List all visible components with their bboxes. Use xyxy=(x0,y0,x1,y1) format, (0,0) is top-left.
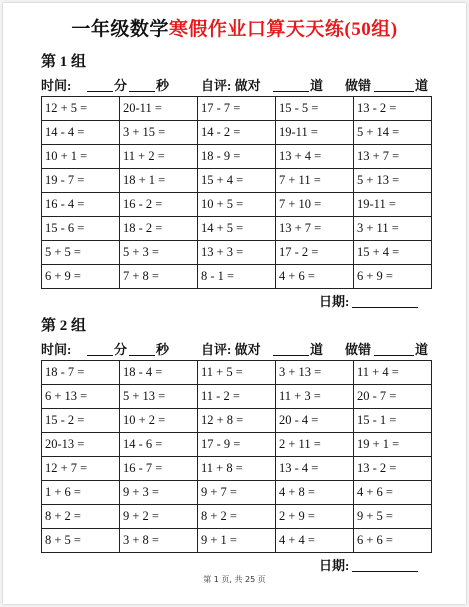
problem-cell[interactable]: 13 + 7 = xyxy=(354,145,432,169)
problem-cell[interactable]: 8 - 1 = xyxy=(198,265,276,289)
problem-cell[interactable]: 15 - 5 = xyxy=(276,97,354,121)
table-row xyxy=(42,217,432,241)
table-row xyxy=(42,505,432,529)
self-eval-correct-label: 自评: 做对 xyxy=(201,78,261,93)
problem-cell[interactable]: 14 - 4 = xyxy=(42,121,120,145)
problem-cell[interactable]: 5 + 13 = xyxy=(354,169,432,193)
time-label: 时间: xyxy=(41,78,72,93)
wrong-count-blank[interactable] xyxy=(374,77,414,92)
problem-cell[interactable]: 14 + 5 = xyxy=(198,217,276,241)
problem-cell[interactable]: 3 + 11 = xyxy=(354,217,432,241)
problem-cell[interactable]: 19 + 1 = xyxy=(354,433,432,457)
table-row xyxy=(42,361,432,385)
group-2-date xyxy=(319,557,418,575)
problem-cell[interactable]: 11 + 3 = xyxy=(276,385,354,409)
minute-label: 分 xyxy=(114,78,128,93)
group-2-meta xyxy=(41,341,433,359)
problem-cell[interactable]: 18 - 7 = xyxy=(42,361,120,385)
problem-cell[interactable]: 14 - 2 = xyxy=(198,121,276,145)
group-1-problems-table xyxy=(41,96,432,289)
title-part-grade: 一年级数学 xyxy=(71,19,169,40)
second-label: 秒 xyxy=(156,342,170,357)
problem-cell[interactable]: 9 + 2 = xyxy=(120,505,198,529)
problem-cell[interactable]: 12 + 8 = xyxy=(198,409,276,433)
problem-cell[interactable]: 8 + 5 = xyxy=(42,529,120,553)
dao-label-1: 道 xyxy=(310,342,324,357)
title-part-topic: 寒假作业口算天天练(50组) xyxy=(168,19,398,40)
table-row xyxy=(42,265,432,289)
problem-cell[interactable]: 11 + 5 = xyxy=(198,361,276,385)
table-row xyxy=(42,385,432,409)
seconds-blank[interactable] xyxy=(129,341,155,356)
problem-cell[interactable]: 7 + 8 = xyxy=(120,265,198,289)
problem-cell[interactable]: 4 + 4 = xyxy=(276,529,354,553)
problem-cell[interactable]: 20 - 7 = xyxy=(354,385,432,409)
problem-cell[interactable]: 16 - 4 = xyxy=(42,193,120,217)
self-eval-correct-label: 自评: 做对 xyxy=(201,342,261,357)
problem-cell[interactable]: 9 + 3 = xyxy=(120,481,198,505)
problem-cell[interactable]: 9 + 7 = xyxy=(198,481,276,505)
problem-cell[interactable]: 3 + 13 = xyxy=(276,361,354,385)
problem-cell[interactable]: 3 + 15 = xyxy=(120,121,198,145)
problem-cell[interactable]: 2 + 9 = xyxy=(276,505,354,529)
table-row xyxy=(42,433,432,457)
problem-cell[interactable]: 13 + 7 = xyxy=(276,217,354,241)
problem-cell[interactable]: 15 - 6 = xyxy=(42,217,120,241)
problem-cell[interactable]: 17 - 2 = xyxy=(276,241,354,265)
problem-cell[interactable]: 15 - 2 = xyxy=(42,409,120,433)
problem-cell[interactable]: 6 + 6 = xyxy=(354,529,432,553)
problem-cell[interactable]: 5 + 13 = xyxy=(120,385,198,409)
problem-cell[interactable]: 15 - 1 = xyxy=(354,409,432,433)
time-label: 时间: xyxy=(41,342,72,357)
problem-cell[interactable]: 13 - 4 = xyxy=(276,457,354,481)
problem-cell[interactable]: 16 - 2 = xyxy=(120,193,198,217)
problem-cell[interactable]: 13 + 3 = xyxy=(198,241,276,265)
correct-count-blank[interactable] xyxy=(273,341,309,356)
problem-cell[interactable]: 18 + 1 = xyxy=(120,169,198,193)
problem-cell[interactable]: 19-11 = xyxy=(354,193,432,217)
table-row xyxy=(42,97,432,121)
dao-label-2: 道 xyxy=(415,342,429,357)
problem-cell[interactable]: 11 + 2 = xyxy=(120,145,198,169)
problem-cell[interactable]: 4 + 8 = xyxy=(276,481,354,505)
problem-cell[interactable]: 19-11 = xyxy=(276,121,354,145)
problem-cell[interactable]: 13 + 4 = xyxy=(276,145,354,169)
problem-cell[interactable]: 12 + 5 = xyxy=(42,97,120,121)
problem-cell[interactable]: 13 - 2 = xyxy=(354,97,432,121)
problem-cell[interactable]: 11 - 2 = xyxy=(198,385,276,409)
group-1-date xyxy=(319,293,418,311)
table-row xyxy=(42,409,432,433)
problem-cell[interactable]: 12 + 7 = xyxy=(42,457,120,481)
wrong-label: 做错 xyxy=(345,78,372,93)
table-row xyxy=(42,241,432,265)
problem-cell[interactable]: 15 + 4 = xyxy=(354,241,432,265)
group-1-label: 第 1 组 xyxy=(41,54,87,70)
date-blank[interactable] xyxy=(352,294,418,308)
worksheet-title xyxy=(3,19,466,41)
problem-cell[interactable]: 9 + 1 = xyxy=(198,529,276,553)
problem-cell[interactable]: 18 - 4 = xyxy=(120,361,198,385)
problem-cell[interactable]: 6 + 9 = xyxy=(42,265,120,289)
problem-cell[interactable]: 9 + 5 = xyxy=(354,505,432,529)
problem-cell[interactable]: 10 + 2 = xyxy=(120,409,198,433)
table-row xyxy=(42,121,432,145)
table-row xyxy=(42,169,432,193)
table-row xyxy=(42,481,432,505)
problem-cell[interactable]: 1 + 6 = xyxy=(42,481,120,505)
problem-cell[interactable]: 6 + 9 = xyxy=(354,265,432,289)
problem-cell[interactable]: 18 - 9 = xyxy=(198,145,276,169)
problem-cell[interactable]: 20-11 = xyxy=(120,97,198,121)
seconds-blank[interactable] xyxy=(129,77,155,92)
page-footer: 第 1 页, 共 25 页 xyxy=(203,575,266,584)
problem-cell[interactable]: 19 - 7 = xyxy=(42,169,120,193)
group-2-label: 第 2 组 xyxy=(41,318,87,334)
problem-cell[interactable]: 5 + 5 = xyxy=(42,241,120,265)
worksheet-page xyxy=(3,3,466,604)
table-row xyxy=(42,529,432,553)
problem-cell[interactable]: 10 + 1 = xyxy=(42,145,120,169)
problem-cell[interactable]: 7 + 10 = xyxy=(276,193,354,217)
dao-label-2: 道 xyxy=(415,78,429,93)
problem-cell[interactable]: 8 + 2 = xyxy=(198,505,276,529)
minutes-blank[interactable] xyxy=(87,341,113,356)
second-label: 秒 xyxy=(156,78,170,93)
problem-cell[interactable]: 3 + 8 = xyxy=(120,529,198,553)
minute-label: 分 xyxy=(114,342,128,357)
problem-cell[interactable]: 14 - 6 = xyxy=(120,433,198,457)
date-blank[interactable] xyxy=(352,558,418,572)
problem-cell[interactable]: 10 + 5 = xyxy=(198,193,276,217)
group-1-meta xyxy=(41,77,433,95)
date-label: 日期: xyxy=(319,558,350,573)
date-label: 日期: xyxy=(319,294,350,309)
problem-cell[interactable]: 15 + 4 = xyxy=(198,169,276,193)
table-row xyxy=(42,457,432,481)
wrong-label: 做错 xyxy=(345,342,372,357)
table-row xyxy=(42,193,432,217)
problem-cell[interactable]: 11 + 4 = xyxy=(354,361,432,385)
problem-cell[interactable]: 18 - 2 = xyxy=(120,217,198,241)
problem-cell[interactable]: 17 - 7 = xyxy=(198,97,276,121)
problem-cell[interactable]: 6 + 13 = xyxy=(42,385,120,409)
wrong-count-blank[interactable] xyxy=(374,341,414,356)
problem-cell[interactable]: 5 + 3 = xyxy=(120,241,198,265)
correct-count-blank[interactable] xyxy=(273,77,309,92)
problem-cell[interactable]: 4 + 6 = xyxy=(276,265,354,289)
group-2-problems-table xyxy=(41,360,432,553)
problem-cell[interactable]: 20 - 4 = xyxy=(276,409,354,433)
problem-cell[interactable]: 16 - 7 = xyxy=(120,457,198,481)
table-row xyxy=(42,145,432,169)
problem-cell[interactable]: 4 + 6 = xyxy=(354,481,432,505)
problem-cell[interactable]: 7 + 11 = xyxy=(276,169,354,193)
problem-cell[interactable]: 8 + 2 = xyxy=(42,505,120,529)
dao-label-1: 道 xyxy=(310,78,324,93)
problem-cell[interactable]: 13 - 2 = xyxy=(354,457,432,481)
problem-cell[interactable]: 17 - 9 = xyxy=(198,433,276,457)
problem-cell[interactable]: 5 + 14 = xyxy=(354,121,432,145)
problem-cell[interactable]: 20-13 = xyxy=(42,433,120,457)
minutes-blank[interactable] xyxy=(87,77,113,92)
problem-cell[interactable]: 11 + 8 = xyxy=(198,457,276,481)
problem-cell[interactable]: 2 + 11 = xyxy=(276,433,354,457)
